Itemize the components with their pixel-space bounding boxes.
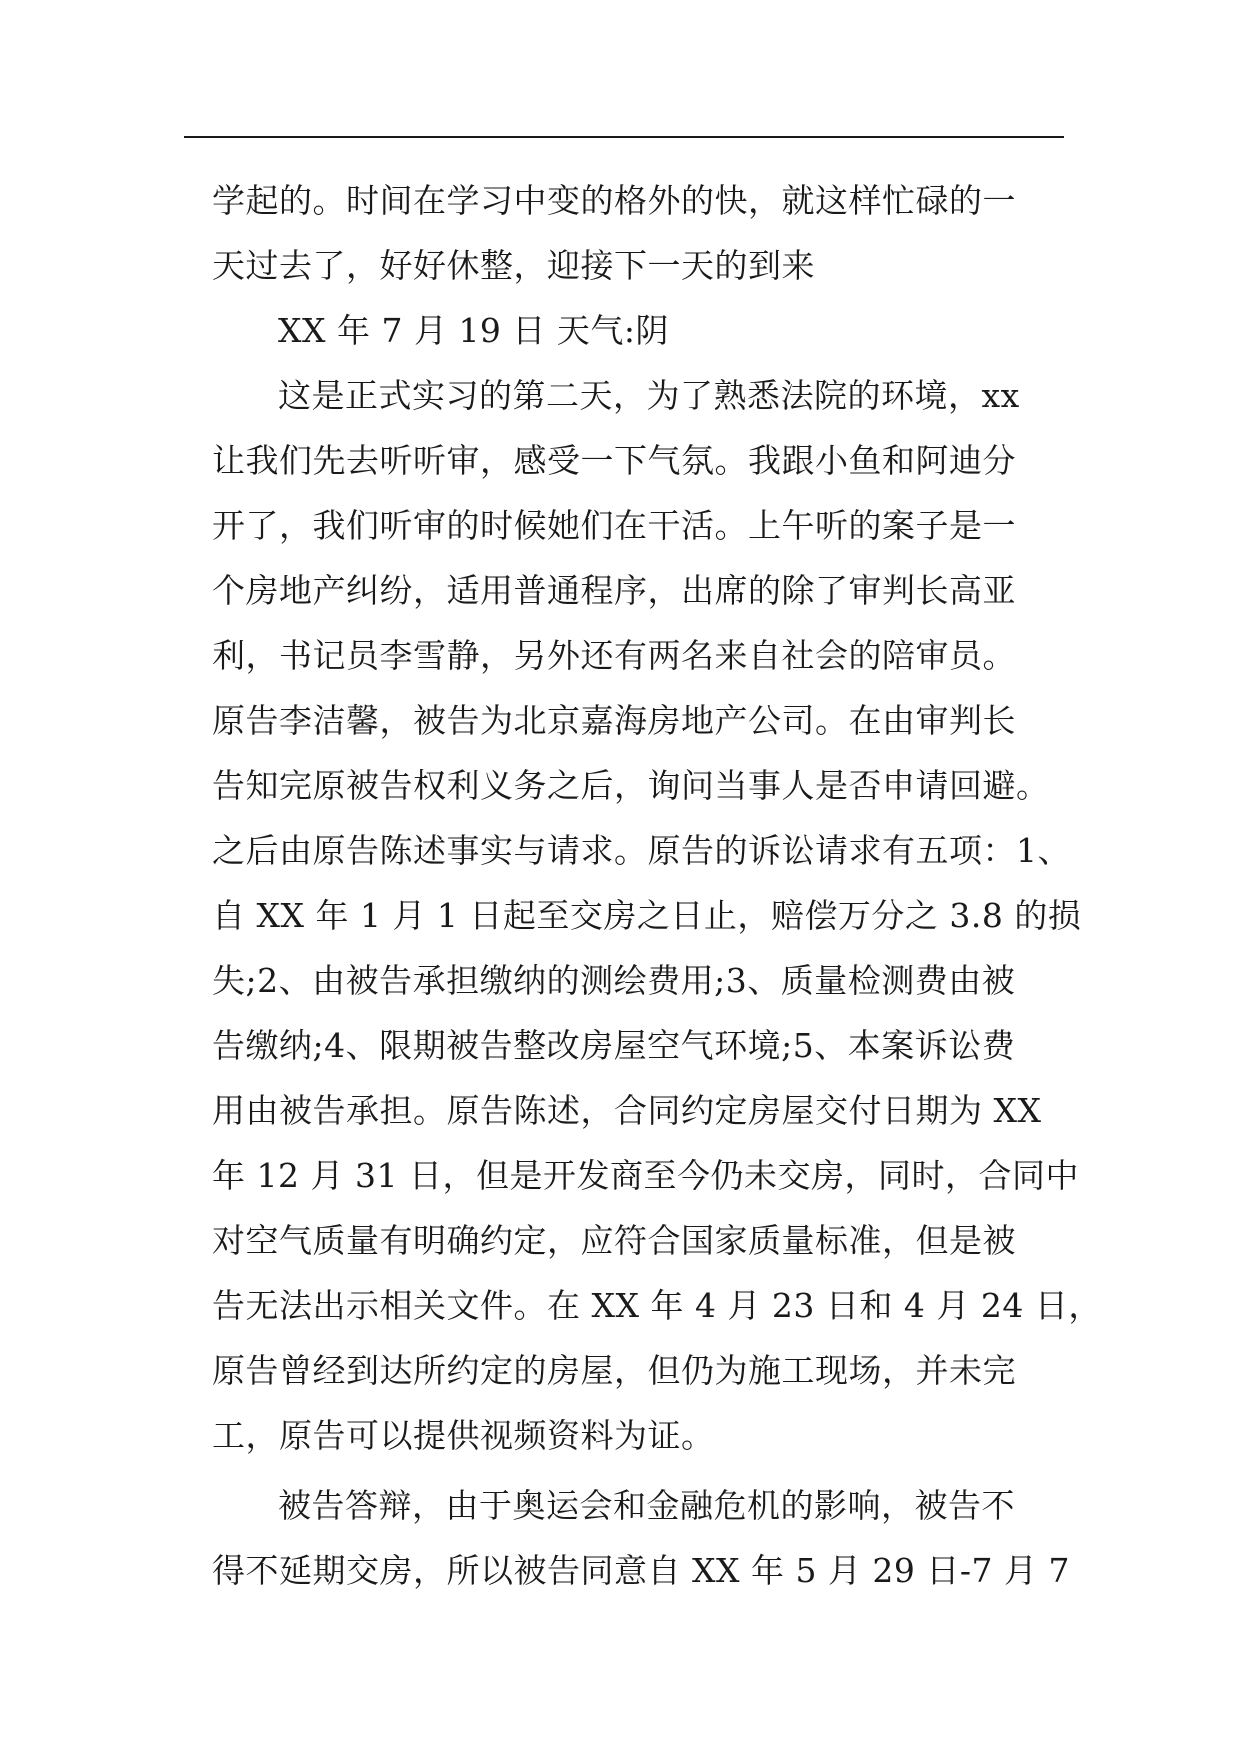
date-weather-line: XX 年 7 月 19 日 天气:阴 <box>278 311 670 350</box>
text-line: 天过去了，好好休整，迎接下一天的到来 <box>212 246 815 285</box>
text-line: 工，原告可以提供视频资料为证。 <box>212 1416 715 1455</box>
text-line: 让我们先去听听审，感受一下气氛。我跟小鱼和阿迪分 <box>212 441 1016 480</box>
text-line: 得不延期交房，所以被告同意自 XX 年 5 月 29 日-7 月 7 <box>212 1551 1071 1590</box>
paragraph-continuation <box>212 168 1042 298</box>
text-line: 年 12 月 31 日，但是开发商至今仍未交房，同时，合同中 <box>212 1156 1079 1195</box>
text-line: 自 XX 年 1 月 1 日起至交房之日止，赔偿万分之 3.8 的损 <box>212 896 1082 935</box>
text-line: 告缴纳;4、限期被告整改房屋空气环境;5、本案诉讼费 <box>212 1026 1016 1065</box>
text-line: 之后由原告陈述事实与请求。原告的诉讼请求有五项：1、 <box>212 831 1071 870</box>
paragraph-hearing <box>212 363 1102 1468</box>
paragraph-defense <box>212 1473 1071 1603</box>
header-rule <box>184 136 1064 138</box>
text-line: 原告曾经到达所约定的房屋，但仍为施工现场，并未完 <box>212 1351 1016 1390</box>
text-line: 对空气质量有明确约定，应符合国家质量标准，但是被 <box>212 1221 1016 1260</box>
text-line: 利，书记员李雪静，另外还有两名来自社会的陪审员。 <box>212 636 1016 675</box>
text-line: 告无法出示相关文件。在 XX 年 4 月 23 日和 4 月 24 日， <box>212 1286 1102 1325</box>
text-line: 个房地产纠纷，适用普通程序，出席的除了审判长高亚 <box>212 571 1016 610</box>
diary-date-heading <box>212 298 1042 363</box>
text-line: 被告答辩，由于奥运会和金融危机的影响，被告不 <box>278 1486 1015 1525</box>
text-line: 失;2、由被告承担缴纳的测绘费用;3、质量检测费由被 <box>212 961 1016 1000</box>
text-line: 用由被告承担。原告陈述，合同约定房屋交付日期为 XX <box>212 1091 1042 1130</box>
text-line: 学起的。时间在学习中变的格外的快，就这样忙碌的一 <box>212 181 1016 220</box>
text-line: 开了，我们听审的时候她们在干活。上午听的案子是一 <box>212 506 1016 545</box>
text-line: 原告李洁馨，被告为北京嘉海房地产公司。在由审判长 <box>212 701 1016 740</box>
text-line: 这是正式实习的第二天，为了熟悉法院的环境，xx <box>278 376 1020 415</box>
text-line: 告知完原被告权利义务之后，询问当事人是否申请回避。 <box>212 766 1050 805</box>
